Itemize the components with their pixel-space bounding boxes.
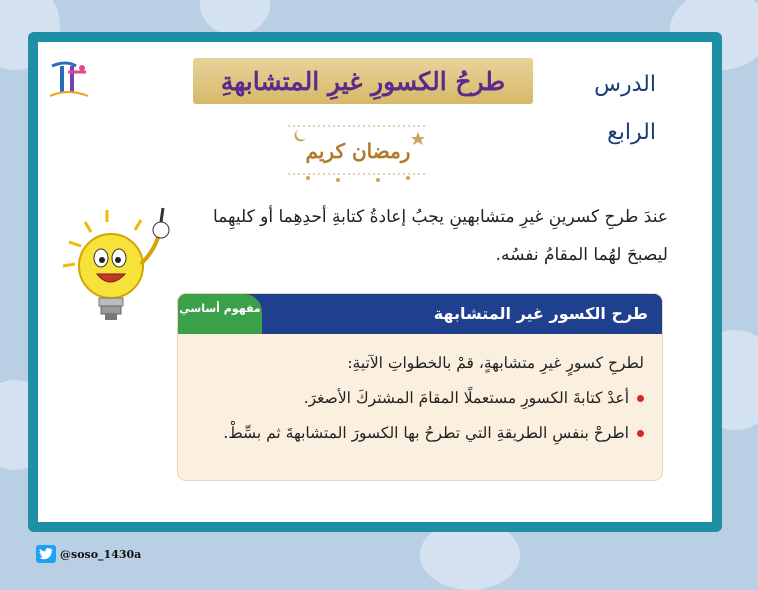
lesson-label: الدرس bbox=[594, 72, 656, 97]
background-flower bbox=[200, 0, 270, 35]
school-logo-icon bbox=[46, 58, 90, 102]
card-lead-text: لطرحِ كسورٍ غيرِ متشابهةٍ، قمْ بالخطواتِ الآتيةِ: bbox=[347, 354, 644, 372]
bullet-icon bbox=[637, 395, 644, 402]
lesson-number: الرابع bbox=[607, 120, 656, 145]
step-text: اطرحْ بنفسِ الطريقةِ التي تطرحُ بها الكسورَ المتشابهةَ ثم بسِّطْ. bbox=[223, 424, 629, 442]
card-body bbox=[194, 346, 644, 451]
card-lead bbox=[194, 346, 644, 381]
lesson-title: طرحُ الكسورِ غيرِ المتشابهةِ bbox=[193, 58, 533, 104]
lightbulb-mascot-icon bbox=[55, 200, 180, 340]
footer-attribution bbox=[36, 544, 141, 564]
key-concept-tab: مفهوم أساسي bbox=[178, 294, 262, 334]
list-item bbox=[194, 416, 644, 451]
card-title: طرح الكسور غير المتشابهة bbox=[433, 304, 648, 323]
twitter-icon bbox=[36, 545, 56, 563]
key-concept-card bbox=[178, 294, 662, 480]
step-text: أعدْ كتابةَ الكسورِ مستعملًا المقامَ المشتركَ الأصغرَ. bbox=[303, 389, 629, 407]
twitter-handle: @soso_1430a bbox=[60, 547, 142, 561]
list-item bbox=[194, 381, 644, 416]
intro-paragraph: عندَ طرحِ كسرينِ غيرِ متشابهينِ يجبُ إعادةُ كتابةِ أحدِهِما أو كليهِما ليصبحَ لهُما المقامُ نفسُه. bbox=[213, 207, 668, 265]
bullet-icon bbox=[637, 430, 644, 437]
ramadan-kareem-decoration bbox=[268, 118, 448, 188]
ramadan-text: رمضان كريم bbox=[305, 139, 411, 163]
